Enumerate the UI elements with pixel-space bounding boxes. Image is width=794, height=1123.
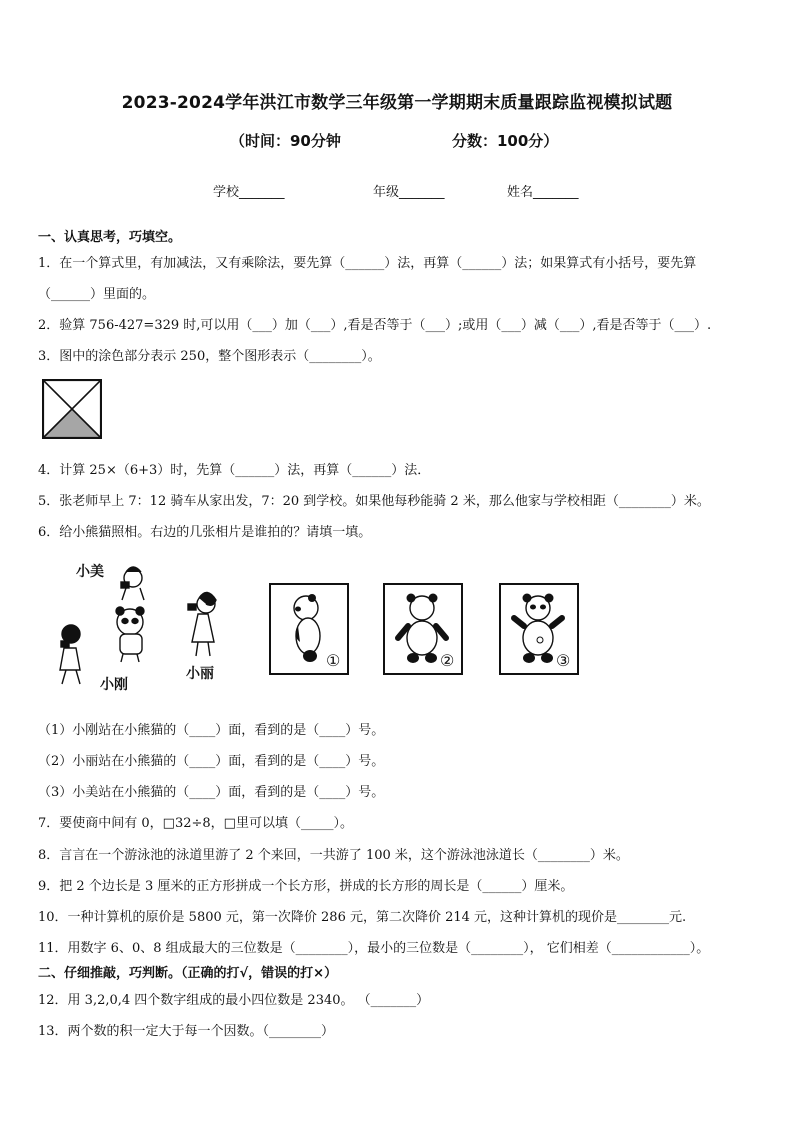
- question-5: 5．张老师早上 7：12 骑车从家出发，7：20 到学校。如果他每秒能骑 2 米，那么他家与学校相距（________）米。: [38, 494, 710, 509]
- question-3: 3．图中的涂色部分表示 250，整个图形表示（________）。: [38, 349, 381, 364]
- question-8: 8．言言在一个游泳池的泳道里游了 2 个来回，一共游了 100 米，这个游泳池泳道长（________）米。: [38, 848, 629, 863]
- page-title: 2023-2024学年洪江市数学三年级第一学期期末质量跟踪监视模拟试题: [121, 93, 673, 113]
- label-xiaoli: 小丽: [186, 666, 214, 682]
- school-field: 学校_______: [213, 185, 285, 200]
- name-field: 姓名_______: [507, 185, 579, 200]
- section-1-title: 一、认真思考，巧填空。: [38, 230, 182, 245]
- photo-1: [270, 584, 348, 674]
- exam-score: 分数：100分）: [452, 132, 559, 150]
- question-4: 4．计算 25×（6+3）时，先算（______）法，再算（______）法．: [38, 463, 431, 478]
- photo-2: [384, 584, 462, 674]
- photo-3-number: ③: [556, 651, 571, 670]
- question-1-line-1: 1．在一个算式里，有加减法，又有乘除法，要先算（______）法，再算（______）法；如果算式有小括号，要先算: [38, 256, 697, 271]
- question-9: 9．把 2 个边长是 3 厘米的正方形拼成一个长方形，拼成的长方形的周长是（______）厘米。: [38, 879, 574, 894]
- label-xiaogang: 小刚: [100, 677, 128, 693]
- question-6-3: （3）小美站在小熊猫的（____）面，看到的是（____）号。: [38, 785, 385, 800]
- question-1-line-2: （______）里面的。: [38, 287, 156, 302]
- photo-3: [500, 584, 578, 674]
- question-6-1: （1）小刚站在小熊猫的（____）面，看到的是（____）号。: [38, 723, 385, 738]
- question-10: 10．一种计算机的原价是 5800 元，第一次降价 286 元，第二次降价 214 元，这种计算机的现价是________元.: [38, 910, 687, 925]
- label-xiaomei: 小美: [76, 564, 104, 580]
- question-6: 6．给小熊猫照相。右边的几张相片是谁拍的？请填一填。: [38, 525, 372, 540]
- shaded-triangle: [43, 409, 101, 438]
- shaded-square-figure: [42, 379, 102, 439]
- question-13: 13．两个数的积一定大于每一个因数。（________）: [38, 1024, 335, 1039]
- panda-photo-figure: [48, 556, 593, 696]
- grade-field: 年级_______: [373, 185, 445, 200]
- exam-time: （时间：90分钟: [230, 132, 341, 150]
- photo-2-number: ②: [440, 651, 455, 670]
- question-7: 7．要使商中间有 0，□32÷8，□里可以填（_____）。: [38, 816, 353, 831]
- photo-1-number: ①: [326, 651, 341, 670]
- section-2-title: 二、仔细推敲，巧判断。（正确的打√，错误的打×）: [38, 966, 338, 981]
- question-12: 12．用 3,2,0,4 四个数字组成的最小四位数是 2340。 （_______）: [38, 993, 430, 1008]
- question-6-2: （2）小丽站在小熊猫的（____）面，看到的是（____）号。: [38, 754, 385, 769]
- question-2: 2．验算 756-427=329 时,可以用（___）加（___）,看是否等于（___）;或用（___）减（___）,看是否等于（___）.: [38, 318, 712, 333]
- question-11: 11．用数字 6、0、8 组成最大的三位数是（________），最小的三位数是（________）， 它们相差（____________）。: [38, 941, 710, 956]
